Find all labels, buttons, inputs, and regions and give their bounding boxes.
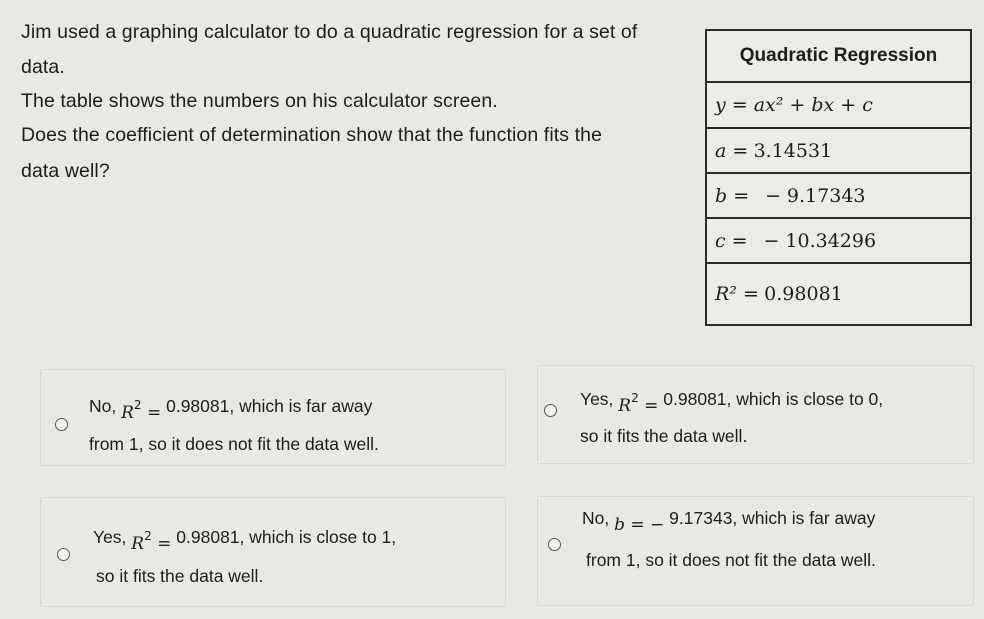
formula-operator: = bbox=[638, 396, 659, 416]
formula-var: R bbox=[121, 403, 134, 423]
table-row-r2 bbox=[707, 264, 970, 324]
r2-value: 0.98081 bbox=[764, 283, 843, 305]
question-line: Jim used a graphing calculator to do a quadratic regression for a set of bbox=[21, 21, 638, 43]
table-row-b bbox=[707, 174, 970, 219]
answer-option-b[interactable] bbox=[537, 365, 974, 464]
coef-b-label: b = bbox=[715, 184, 750, 207]
formula-var: R bbox=[131, 534, 145, 554]
option-lead: No, bbox=[89, 396, 117, 416]
question-line: data. bbox=[21, 56, 65, 78]
answer-option-c[interactable] bbox=[40, 497, 506, 607]
question-line: The table shows the numbers on his calculator screen. bbox=[21, 90, 498, 112]
option-d-line1 bbox=[582, 508, 876, 535]
question-line: Does the coefficient of determination show that the function fits the bbox=[21, 124, 603, 146]
option-value: 9.17343, which is far away bbox=[669, 508, 876, 528]
formula-var: b bbox=[614, 515, 625, 535]
option-d-line2: from 1, so it does not fit the data well. bbox=[586, 550, 876, 570]
option-a-line2: from 1, so it does not fit the data well. bbox=[89, 434, 379, 454]
question-line: data well? bbox=[21, 160, 110, 182]
regression-table bbox=[705, 29, 972, 326]
r2-label: R² = bbox=[715, 283, 759, 305]
option-a-line1 bbox=[89, 392, 373, 423]
option-c-line2: so it fits the data well. bbox=[96, 566, 264, 586]
option-b-line2: so it fits the data well. bbox=[580, 426, 748, 446]
formula-operator: = bbox=[141, 403, 162, 423]
formula-operator: = bbox=[151, 534, 172, 554]
table-row-c bbox=[707, 219, 970, 264]
radio-button[interactable] bbox=[544, 404, 557, 417]
answer-option-d[interactable] bbox=[537, 496, 974, 606]
option-formula: $R^2$ = bbox=[618, 391, 659, 416]
coef-c-value: − 10.34296 bbox=[763, 229, 877, 252]
radio-button[interactable] bbox=[55, 418, 68, 431]
option-lead: Yes, bbox=[93, 527, 127, 547]
coef-c-label: c = bbox=[715, 229, 748, 252]
option-formula: $R^2$ = bbox=[121, 398, 162, 423]
option-lead: Yes, bbox=[580, 389, 614, 409]
option-lead: No, bbox=[582, 508, 610, 528]
radio-button[interactable] bbox=[57, 548, 70, 561]
formula-var: R bbox=[618, 396, 632, 416]
table-title: Quadratic Regression bbox=[707, 31, 970, 83]
coef-a-label: a = bbox=[715, 139, 749, 162]
coef-a-value: 3.14531 bbox=[753, 139, 833, 162]
answer-option-a[interactable] bbox=[40, 369, 506, 466]
radio-button[interactable] bbox=[548, 538, 561, 551]
option-formula bbox=[614, 515, 664, 535]
option-formula: $R^2$ = bbox=[131, 529, 172, 554]
option-value: 0.98081, which is close to 1, bbox=[176, 527, 397, 547]
option-c-line1 bbox=[93, 523, 397, 554]
table-equation: y = ax² + bx + c bbox=[707, 83, 970, 129]
option-value: 0.98081, which is close to 0, bbox=[663, 389, 884, 409]
formula-operator: = − bbox=[625, 515, 665, 535]
option-value: 0.98081, which is far away bbox=[166, 396, 373, 416]
coef-b-value: − 9.17343 bbox=[764, 184, 866, 207]
table-row-a bbox=[707, 129, 970, 174]
option-b-line1 bbox=[580, 385, 884, 416]
